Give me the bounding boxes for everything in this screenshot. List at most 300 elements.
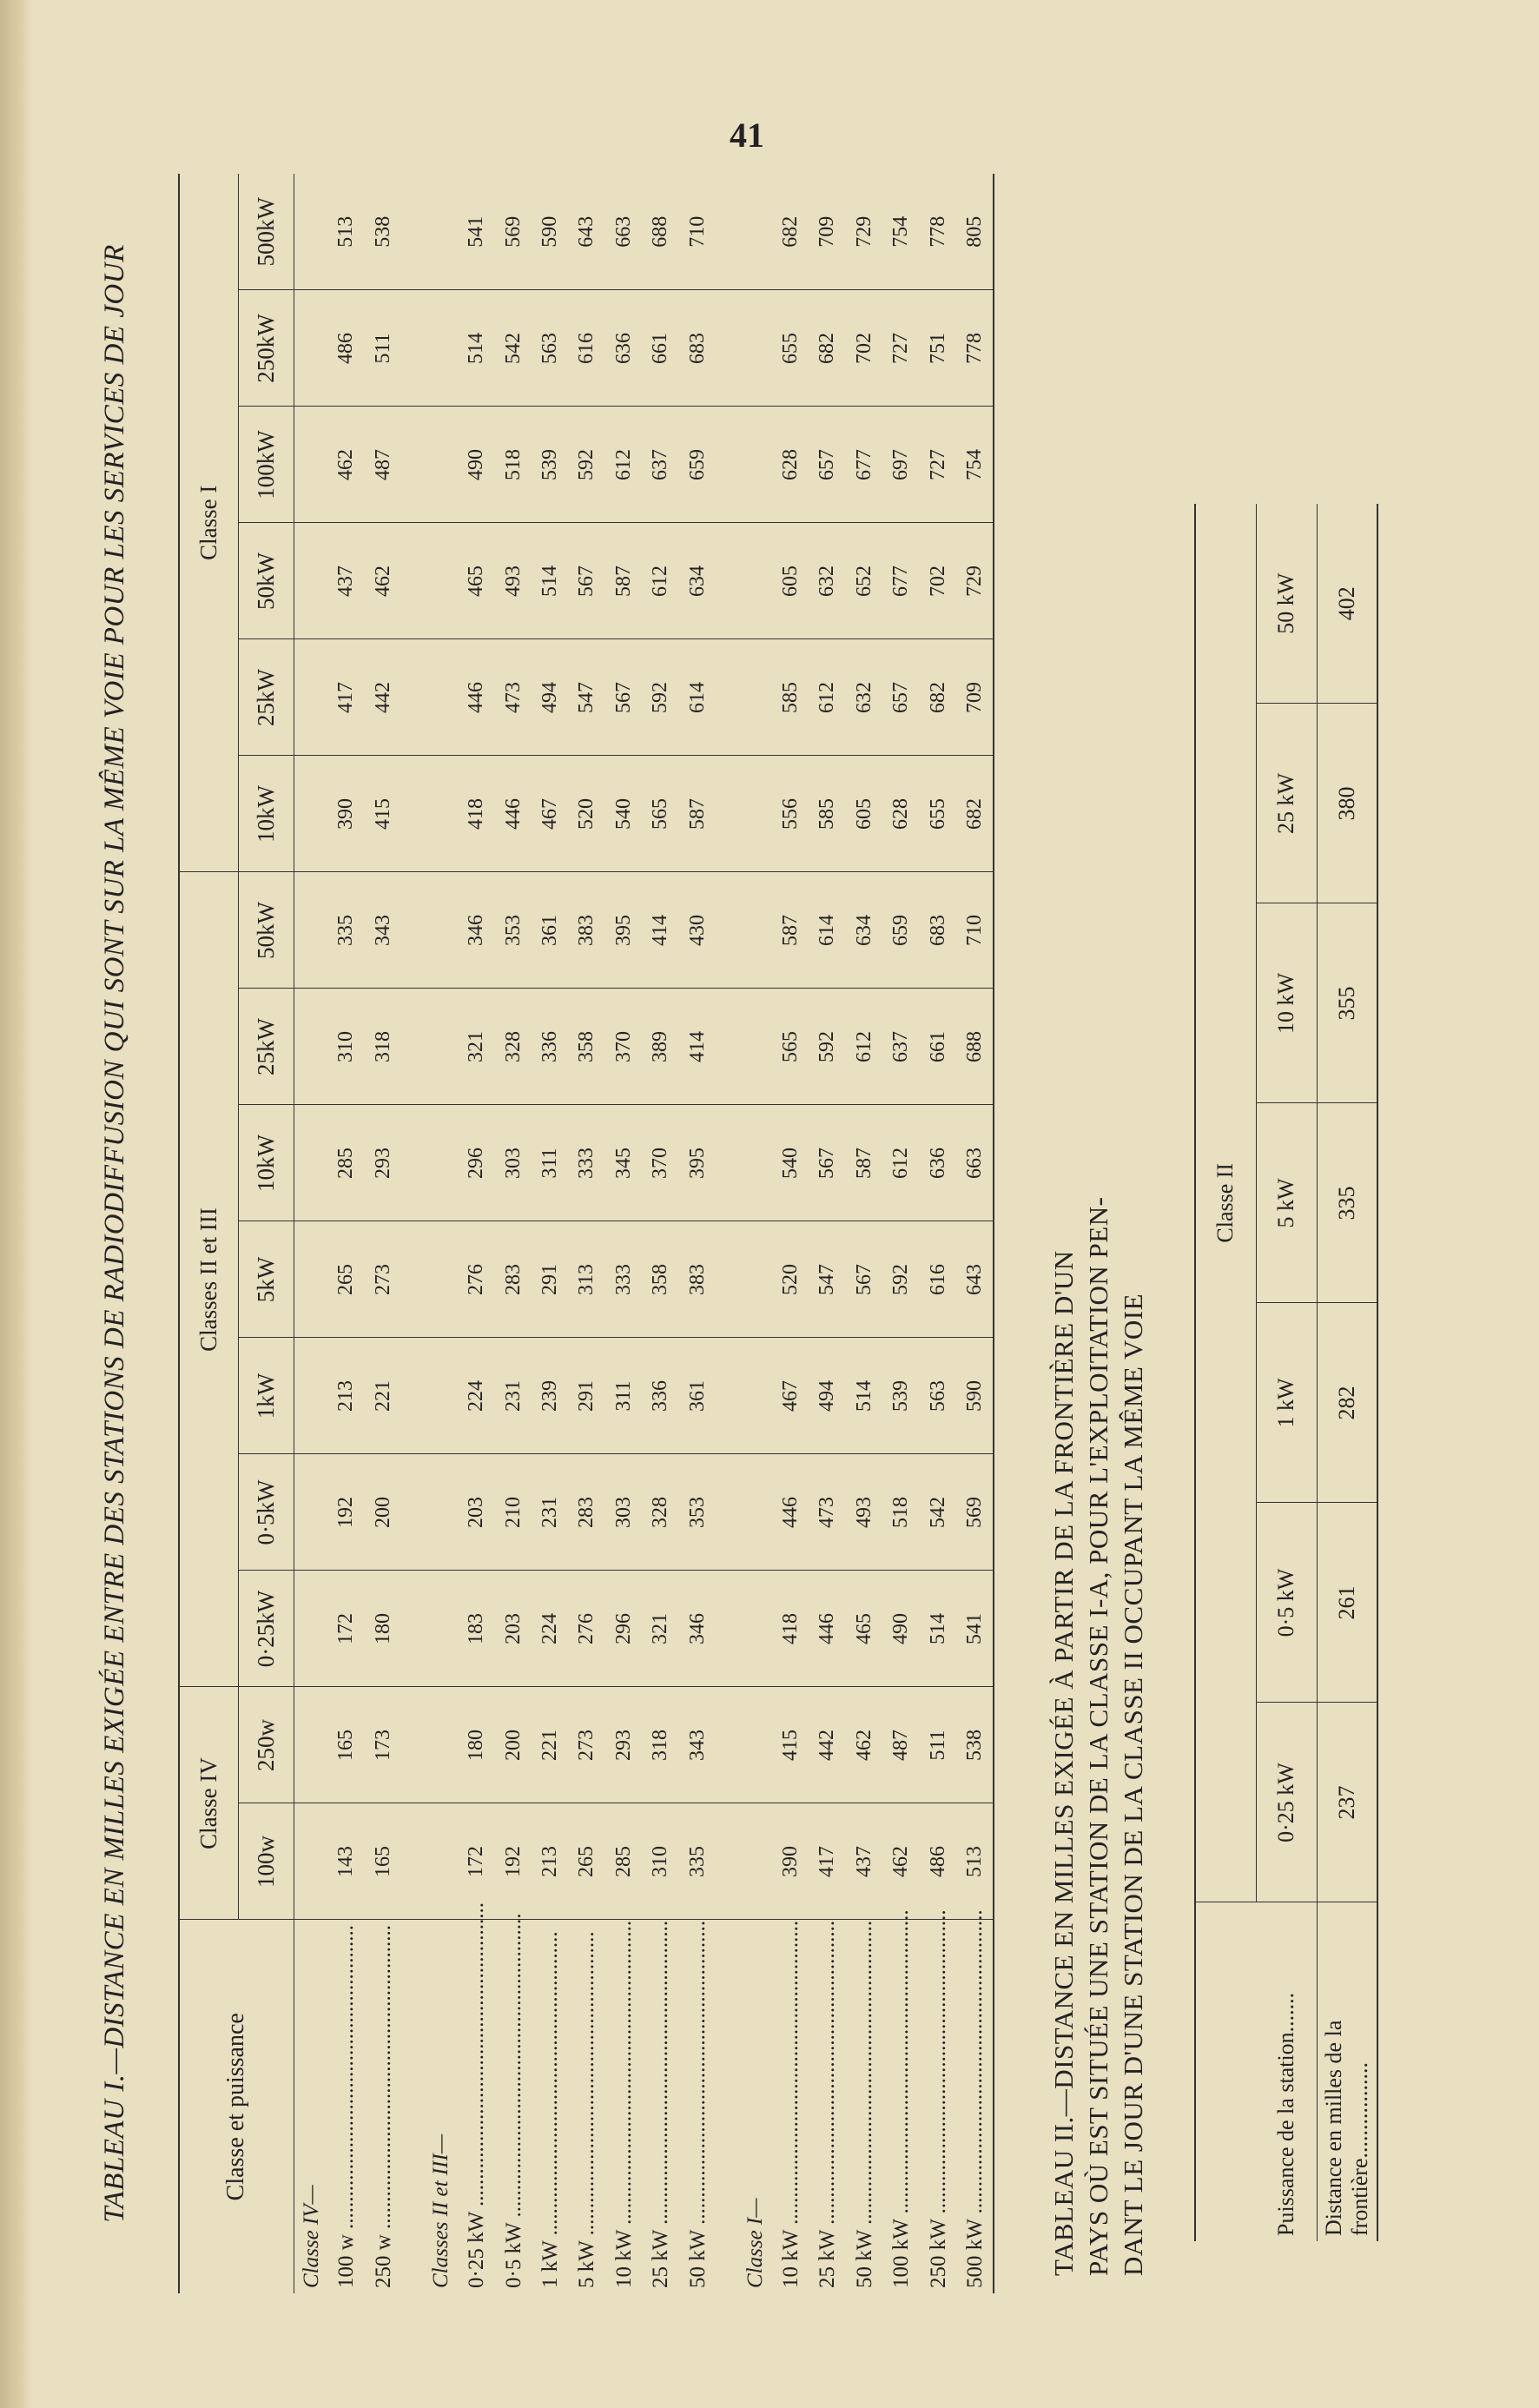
table1-cell: 511 — [920, 1687, 956, 1803]
table1-cell: 518 — [882, 1454, 919, 1571]
table1-cell: 688 — [642, 174, 678, 290]
table1-cell: 296 — [458, 1105, 494, 1221]
table1-cell: 313 — [569, 1221, 605, 1338]
table1-cell: 565 — [642, 756, 678, 872]
table1-cell: 310 — [328, 989, 365, 1105]
table1-cell: 605 — [846, 756, 882, 872]
table1-group-row — [424, 174, 459, 2293]
table1-cell: 285 — [328, 1105, 365, 1221]
table1-row-label: 25 kW ..... — [818, 2010, 836, 2288]
table1-cell: 333 — [569, 1105, 605, 1221]
table1-cell: 628 — [772, 407, 809, 523]
table1-cell: 192 — [495, 1803, 532, 1920]
table2-distance-cell: 237 — [1317, 1703, 1377, 1902]
table1-cell: 303 — [495, 1105, 532, 1221]
table1-cell: 343 — [365, 872, 401, 989]
table1-row-label: 50 kW ..... — [855, 2010, 874, 2288]
table1-cell: 592 — [809, 989, 846, 1105]
table1 — [178, 174, 994, 2293]
table1-cell: 563 — [920, 1338, 956, 1454]
table2-power-header: 25 kW — [1256, 704, 1317, 903]
table1-cell: 335 — [679, 1803, 716, 1920]
table1-cell: 628 — [882, 756, 919, 872]
table1-column-header: 100kW — [238, 407, 294, 523]
table-row — [956, 174, 994, 2293]
table1-row-label: 0·5 kW ..... — [505, 2010, 523, 2288]
table1-cell: 632 — [809, 523, 846, 639]
table1-cell: 636 — [920, 1105, 956, 1221]
table1-cell: 283 — [495, 1221, 532, 1338]
table1-group-label: Classe I— — [743, 2198, 767, 2288]
table1-row-label: 10 kW ..... — [782, 2010, 800, 2288]
table2-distance-cell: 282 — [1317, 1303, 1377, 1503]
table-row — [882, 174, 919, 2293]
table1-cell: 414 — [642, 872, 678, 989]
table1-group-label: Classes II et III— — [429, 2133, 453, 2288]
table1-cell: 541 — [956, 1571, 994, 1687]
table1-cell: 585 — [772, 639, 809, 756]
table1-cell: 702 — [846, 290, 882, 407]
table1-cell: 754 — [956, 407, 994, 523]
table1-cell: 682 — [920, 639, 956, 756]
table1-cell: 567 — [605, 639, 642, 756]
table1-cell: 417 — [809, 1803, 846, 1920]
table2-caption — [1047, 156, 1151, 2276]
table1-cell: 165 — [365, 1803, 401, 1920]
table1-cell: 729 — [846, 174, 882, 290]
table1-cell: 180 — [365, 1571, 401, 1687]
table1-row-label: 5 kW ..... — [578, 2010, 596, 2288]
table1-row-label: 0·25 kW ..... — [467, 2010, 485, 2288]
table1-cell: 513 — [328, 174, 365, 290]
table1-cell: 370 — [642, 1105, 678, 1221]
table1-cell: 336 — [642, 1338, 678, 1454]
table1-row-label: 100 kW ..... — [892, 2010, 910, 2288]
table1-cell: 541 — [458, 174, 494, 290]
table1-cell: 538 — [956, 1687, 994, 1803]
table1-cell: 605 — [772, 523, 809, 639]
table1-cell: 518 — [495, 407, 532, 523]
table1-group-header: Classe IV — [179, 1687, 238, 1920]
table1-cell: 710 — [679, 174, 716, 290]
table1-cell: 486 — [328, 290, 365, 407]
table1-cell: 487 — [882, 1687, 919, 1803]
table1-cell: 587 — [605, 523, 642, 639]
table1-cell: 265 — [328, 1221, 365, 1338]
table-row — [920, 174, 956, 2293]
table1-cell: 467 — [532, 756, 568, 872]
table2-caption-line: TABLEAU II.—DISTANCE EN MILLES EXIGÉE À PARTIR DE LA FRONTIÈRE D'UN — [1048, 1250, 1079, 2276]
table1-column-header: 10kW — [238, 1105, 294, 1221]
table2 — [1194, 504, 1378, 2241]
table1-cell: 283 — [569, 1454, 605, 1571]
table1-cell: 343 — [679, 1687, 716, 1803]
table-row — [458, 174, 494, 2293]
table1-cell: 311 — [605, 1338, 642, 1454]
table1-cell: 293 — [605, 1687, 642, 1803]
table1-cell: 778 — [956, 290, 994, 407]
table1-cell: 805 — [956, 174, 994, 290]
table1-cell: 446 — [495, 756, 532, 872]
table1-cell: 414 — [679, 989, 716, 1105]
table1-cell: 682 — [772, 174, 809, 290]
table1-cell: 224 — [532, 1571, 568, 1687]
table1-corner-header: Classe et puissance — [179, 1920, 294, 2293]
table1-cell: 183 — [458, 1571, 494, 1687]
table2-distance-cell: 261 — [1317, 1503, 1377, 1703]
table-row — [809, 174, 846, 2293]
table1-cell: 494 — [532, 639, 568, 756]
table1-cell: 285 — [605, 1803, 642, 1920]
table1-cell: 415 — [365, 756, 401, 872]
table1-cell: 677 — [846, 407, 882, 523]
table1-cell: 778 — [920, 174, 956, 290]
table2-distance-cell: 402 — [1317, 504, 1377, 704]
table1-cell: 655 — [920, 756, 956, 872]
table1-column-header: 0·25kW — [238, 1571, 294, 1687]
table2-group-header: Classe II — [1195, 504, 1256, 1902]
table1-row-label: 50 kW ..... — [689, 2010, 707, 2288]
table1-cell: 276 — [569, 1571, 605, 1687]
table1-cell: 540 — [605, 756, 642, 872]
table2-power-header: 0·25 kW — [1256, 1703, 1317, 1902]
table1-cell: 221 — [365, 1338, 401, 1454]
table1-cell: 239 — [532, 1338, 568, 1454]
table1-column-header: 1kW — [238, 1338, 294, 1454]
table1-cell: 383 — [679, 1221, 716, 1338]
table1-cell: 172 — [328, 1571, 365, 1687]
table1-cell: 418 — [772, 1571, 809, 1687]
book-spine-shadow — [0, 0, 33, 2408]
table1-cell: 442 — [809, 1687, 846, 1803]
table1-cell: 465 — [458, 523, 494, 639]
table1-cell: 462 — [882, 1803, 919, 1920]
table2-power-header: 0·5 kW — [1256, 1503, 1317, 1703]
table1-cell: 538 — [365, 174, 401, 290]
table1-cell: 702 — [920, 523, 956, 639]
table1-cell: 390 — [772, 1803, 809, 1920]
table1-cell: 143 — [328, 1803, 365, 1920]
table1-cell: 446 — [772, 1454, 809, 1571]
table1-cell: 682 — [956, 756, 994, 872]
table2-distance-label: Distance en milles de la frontière................. — [1317, 1902, 1377, 2241]
table1-cell: 165 — [328, 1687, 365, 1803]
table1-cell: 754 — [882, 174, 919, 290]
table1-cell: 328 — [495, 989, 532, 1105]
table1-cell: 462 — [328, 407, 365, 523]
table1-cell: 657 — [882, 639, 919, 756]
table-row — [328, 174, 365, 2293]
table1-group-label: Classe IV— — [299, 2185, 323, 2288]
table2-distance-cell: 355 — [1317, 903, 1377, 1103]
table1-group-header: Classes II et III — [179, 872, 238, 1687]
table-row — [365, 174, 401, 2293]
table1-cell: 612 — [882, 1105, 919, 1221]
table1-cell: 180 — [458, 1687, 494, 1803]
table1-row-label: 10 kW ..... — [615, 2010, 633, 2288]
table1-cell: 291 — [532, 1221, 568, 1338]
table1-cell: 539 — [882, 1338, 919, 1454]
table1-cell: 585 — [809, 756, 846, 872]
table2-power-header: 50 kW — [1256, 504, 1317, 704]
table1-cell: 415 — [772, 1687, 809, 1803]
table1-column-header: 0·5kW — [238, 1454, 294, 1571]
table1-cell: 417 — [328, 639, 365, 756]
table1-cell: 634 — [846, 872, 882, 989]
table1-cell: 709 — [809, 174, 846, 290]
table1-cell: 231 — [495, 1338, 532, 1454]
table-row — [605, 174, 642, 2293]
table1-cell: 462 — [365, 523, 401, 639]
table1-cell: 514 — [458, 290, 494, 407]
table1-cell: 539 — [532, 407, 568, 523]
table1-row-label: 500 kW ..... — [966, 2010, 984, 2288]
table1-cell: 437 — [846, 1803, 882, 1920]
table1-cell: 659 — [882, 872, 919, 989]
table1-cell: 273 — [365, 1221, 401, 1338]
table1-cell: 486 — [920, 1803, 956, 1920]
table1-cell: 321 — [458, 989, 494, 1105]
table1-cell: 643 — [569, 174, 605, 290]
table1-cell: 490 — [882, 1571, 919, 1687]
table1-cell: 657 — [809, 407, 846, 523]
table1-cell: 590 — [532, 174, 568, 290]
table1-row-label: 1 kW ..... — [541, 2010, 559, 2288]
table1-row-label: 100 w ..... — [337, 2010, 355, 2288]
table1-cell: 231 — [532, 1454, 568, 1571]
table1-cell: 361 — [679, 1338, 716, 1454]
table1-cell: 565 — [772, 989, 809, 1105]
table1-cell: 643 — [956, 1221, 994, 1338]
table1-cell: 389 — [642, 989, 678, 1105]
table1-cell: 612 — [605, 407, 642, 523]
table1-cell: 520 — [772, 1221, 809, 1338]
table1-cell: 655 — [772, 290, 809, 407]
table-row — [642, 174, 678, 2293]
table1-cell: 473 — [809, 1454, 846, 1571]
table2-caption-line: PAYS OÙ EST SITUÉE UNE STATION DE LA CLASSE I-A, POUR L'EXPLOITATION PEN- — [1083, 1196, 1113, 2276]
table1-cell: 442 — [365, 639, 401, 756]
table1-cell: 273 — [569, 1687, 605, 1803]
table1-cell: 446 — [809, 1571, 846, 1687]
table1-cell: 567 — [569, 523, 605, 639]
table1-cell: 677 — [882, 523, 919, 639]
table1-column-header: 5kW — [238, 1221, 294, 1338]
table1-cell: 567 — [809, 1105, 846, 1221]
table-row — [569, 174, 605, 2293]
table1-cell: 210 — [495, 1454, 532, 1571]
table-row — [495, 174, 532, 2293]
table1-caption: TABLEAU I.—DISTANCE EN MILLES EXIGÉE ENTRE DES STATIONS DE RADIODIFFUSION QUI SONT SUR LA MÊME VOIE POUR LES SERVICES DE JOUR — [99, 244, 130, 2223]
table1-cell: 192 — [328, 1454, 365, 1571]
table1-group-row — [738, 174, 773, 2293]
table-row — [772, 174, 809, 2293]
table1-cell: 614 — [809, 872, 846, 989]
table1-row-label: 25 kW ..... — [651, 2010, 670, 2288]
table1-cell: 727 — [920, 407, 956, 523]
table1-cell: 200 — [495, 1687, 532, 1803]
table1-cell: 303 — [605, 1454, 642, 1571]
table1-cell: 710 — [956, 872, 994, 989]
table1-cell: 590 — [956, 1338, 994, 1454]
table1-cell: 514 — [532, 523, 568, 639]
table1-cell: 661 — [642, 290, 678, 407]
table1-cell: 465 — [846, 1571, 882, 1687]
table1-cell: 346 — [458, 872, 494, 989]
table1-cell: 335 — [328, 872, 365, 989]
table1-cell: 542 — [920, 1454, 956, 1571]
table1-cell: 358 — [569, 989, 605, 1105]
table1-cell: 265 — [569, 1803, 605, 1920]
table1-cell: 173 — [365, 1687, 401, 1803]
table1-cell: 683 — [679, 290, 716, 407]
rotated-content — [96, 156, 1398, 2328]
table1-cell: 637 — [642, 407, 678, 523]
table1-cell: 563 — [532, 290, 568, 407]
table1-cell: 682 — [809, 290, 846, 407]
table1-cell: 493 — [495, 523, 532, 639]
table1-cell: 390 — [328, 756, 365, 872]
table1-column-header: 10kW — [238, 756, 294, 872]
table1-cell: 293 — [365, 1105, 401, 1221]
table1-cell: 311 — [532, 1105, 568, 1221]
table1-cell: 636 — [605, 290, 642, 407]
table1-cell: 616 — [920, 1221, 956, 1338]
table1-cell: 663 — [956, 1105, 994, 1221]
table1-cell: 358 — [642, 1221, 678, 1338]
table1-cell: 203 — [458, 1454, 494, 1571]
table1-cell: 291 — [569, 1338, 605, 1454]
table1-spacer-row — [401, 174, 423, 2293]
table1-cell: 462 — [846, 1687, 882, 1803]
table1-column-header: 25kW — [238, 639, 294, 756]
table-row — [846, 174, 882, 2293]
table1-cell: 321 — [642, 1571, 678, 1687]
table1-cell: 547 — [569, 639, 605, 756]
table1-cell: 587 — [772, 872, 809, 989]
table1-cell: 395 — [605, 872, 642, 989]
table1-cell: 493 — [846, 1454, 882, 1571]
table1-cell: 614 — [679, 639, 716, 756]
table1-cell: 634 — [679, 523, 716, 639]
table1-cell: 328 — [642, 1454, 678, 1571]
table1-cell: 592 — [882, 1221, 919, 1338]
table1-cell: 663 — [605, 174, 642, 290]
table1-cell: 346 — [679, 1571, 716, 1687]
table1-cell: 556 — [772, 756, 809, 872]
table1-cell: 616 — [569, 290, 605, 407]
table1-cell: 612 — [846, 989, 882, 1105]
table1-cell: 661 — [920, 989, 956, 1105]
table1-cell: 683 — [920, 872, 956, 989]
table1-cell: 612 — [809, 639, 846, 756]
table1-cell: 318 — [642, 1687, 678, 1803]
table2-power-header: 1 kW — [1256, 1303, 1317, 1503]
table1-cell: 540 — [772, 1105, 809, 1221]
table1-cell: 213 — [328, 1338, 365, 1454]
table1-cell: 336 — [532, 989, 568, 1105]
table2-power-header: 5 kW — [1256, 1103, 1317, 1303]
table1-column-header: 250kW — [238, 290, 294, 407]
table1-cell: 318 — [365, 989, 401, 1105]
table1-cell: 437 — [328, 523, 365, 639]
table1-cell: 200 — [365, 1454, 401, 1571]
table1-cell: 513 — [956, 1803, 994, 1920]
table1-cell: 567 — [846, 1221, 882, 1338]
table1-column-header: 50kW — [238, 523, 294, 639]
table1-row-label: 250 kW ..... — [929, 2010, 948, 2288]
table2-power-header: 10 kW — [1256, 903, 1317, 1103]
table1-cell: 729 — [956, 523, 994, 639]
table1-cell: 353 — [495, 872, 532, 989]
table1-cell: 361 — [532, 872, 568, 989]
table-row — [532, 174, 568, 2293]
table1-cell: 709 — [956, 639, 994, 756]
table1-cell: 612 — [642, 523, 678, 639]
table1-group-header: Classe I — [179, 174, 238, 872]
table1-cell: 542 — [495, 290, 532, 407]
table1-cell: 213 — [532, 1803, 568, 1920]
table1-cell: 569 — [956, 1454, 994, 1571]
table1-cell: 520 — [569, 756, 605, 872]
table1-cell: 395 — [679, 1105, 716, 1221]
table1-cell: 494 — [809, 1338, 846, 1454]
table1-cell: 592 — [642, 639, 678, 756]
table1-cell: 587 — [679, 756, 716, 872]
table-row — [679, 174, 716, 2293]
table1-cell: 370 — [605, 989, 642, 1105]
table1-cell: 430 — [679, 872, 716, 989]
table1-cell: 727 — [882, 290, 919, 407]
table1-cell: 490 — [458, 407, 494, 523]
table2-caption-line: DANT LE JOUR D'UNE STATION DE LA CLASSE II OCCUPANT LA MÊME VOIE — [1118, 1293, 1148, 2276]
table1-spacer-row — [716, 174, 737, 2293]
table1-row-label: 250 w ..... — [374, 2010, 393, 2288]
table1-cell: 652 — [846, 523, 882, 639]
table1-cell: 688 — [956, 989, 994, 1105]
table1-column-header: 100w — [238, 1803, 294, 1920]
table1-cell: 418 — [458, 756, 494, 872]
table1-group-row — [294, 174, 328, 2293]
page-number: 41 — [730, 116, 764, 155]
table1-column-header: 500kW — [238, 174, 294, 290]
table1-cell: 203 — [495, 1571, 532, 1687]
table1-cell: 353 — [679, 1454, 716, 1571]
table2-distance-cell: 335 — [1317, 1103, 1377, 1303]
table1-cell: 473 — [495, 639, 532, 756]
table1-cell: 383 — [569, 872, 605, 989]
table1-cell: 632 — [846, 639, 882, 756]
table1-column-header: 25kW — [238, 989, 294, 1105]
table1-cell: 446 — [458, 639, 494, 756]
table1-cell: 487 — [365, 407, 401, 523]
table1-cell: 514 — [920, 1571, 956, 1687]
table1-cell: 697 — [882, 407, 919, 523]
table1-column-header: 50kW — [238, 872, 294, 989]
table1-cell: 224 — [458, 1338, 494, 1454]
table1-cell: 569 — [495, 174, 532, 290]
table1-cell: 333 — [605, 1221, 642, 1338]
table1-cell: 310 — [642, 1803, 678, 1920]
table1-cell: 659 — [679, 407, 716, 523]
table1-cell: 592 — [569, 407, 605, 523]
table2-distance-cell: 380 — [1317, 704, 1377, 903]
table1-cell: 587 — [846, 1105, 882, 1221]
table1-cell: 514 — [846, 1338, 882, 1454]
table1-cell: 751 — [920, 290, 956, 407]
table1-cell: 345 — [605, 1105, 642, 1221]
table1-cell: 637 — [882, 989, 919, 1105]
